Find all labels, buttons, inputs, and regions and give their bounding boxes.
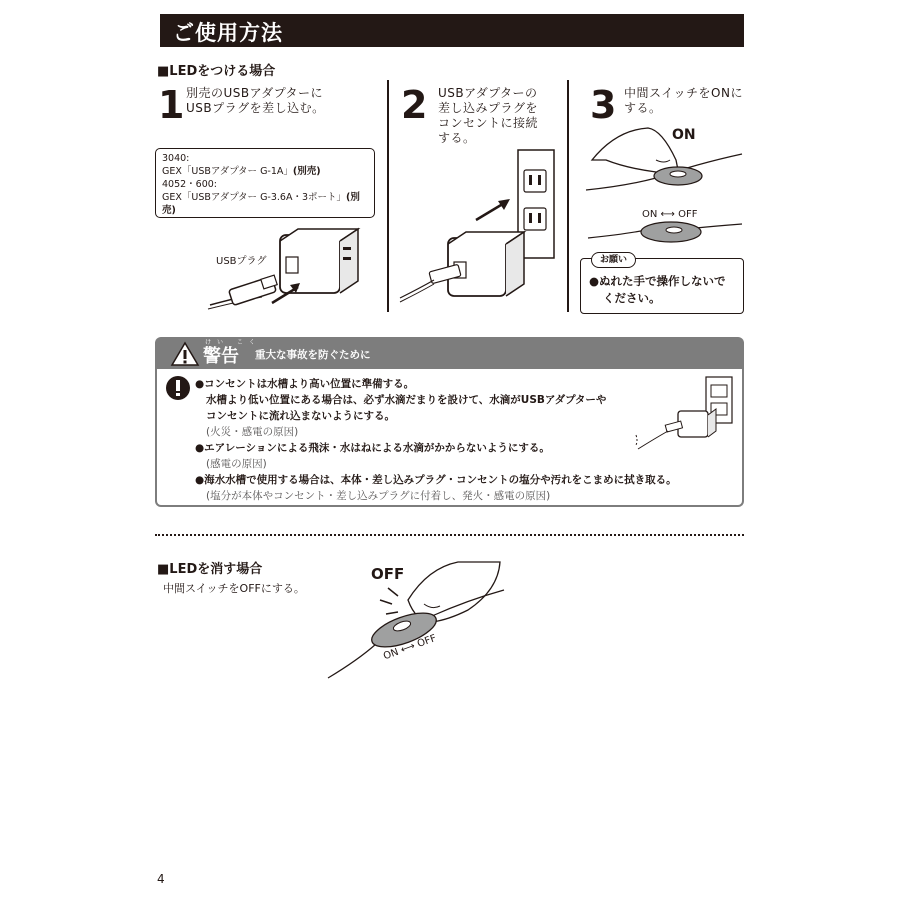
warning-header: [155, 337, 744, 369]
off-text: OFF: [678, 209, 698, 220]
note-box: [580, 255, 744, 314]
step-2-line: 差し込みプラグを: [438, 101, 539, 115]
on-label: ON: [672, 127, 696, 143]
step-2-line: する。: [438, 131, 476, 145]
step-1-line: USBプラグを差し込む。: [186, 101, 325, 115]
step-1-text: [186, 86, 325, 116]
adapter-model-1: 3040:: [162, 153, 190, 164]
warning-line: (感電の原因): [206, 458, 267, 470]
warning-line: コンセントに流れ込まないようにする。: [206, 410, 395, 422]
step-3-line: する。: [624, 101, 662, 115]
warning-line: ●海水水槽で使用する場合は、本体・差し込みプラグ・コンセントの塩分や汚れをこまめに拭き取る。: [195, 474, 677, 486]
switch-on-illustration: [586, 120, 746, 250]
step-3-number: 3: [590, 83, 617, 127]
switch-off-illustration: [328, 560, 508, 690]
double-arrow-icon: ⟷: [660, 209, 675, 220]
section-heading-off: ■LEDを消す場合: [157, 562, 263, 577]
adapter-info-box: [155, 148, 375, 218]
off-instruction: 中間スイッチをOFFにする。: [163, 582, 305, 595]
outlet-warning-illustration: [634, 375, 734, 455]
warning-title: 警告: [203, 346, 239, 367]
step-1-number: 1: [158, 83, 185, 127]
off-label: OFF: [371, 565, 405, 583]
page-title-bar: [155, 14, 744, 47]
adapter-name-1: GEX「USBアダプター G-1A」(別売): [162, 166, 321, 177]
adapter-name-2: GEX「USBアダプター G-3.6A・3ポート」(別売): [162, 192, 360, 216]
warning-ruby: けい こく: [205, 339, 261, 346]
warning-line: 水槽より低い位置にある場合は、必ず水滴だまりを設けて、水滴がUSBアダプターや: [206, 394, 607, 406]
warning-list: [195, 376, 677, 504]
step-3-text: [624, 86, 743, 116]
on-text: ON: [642, 209, 658, 220]
on-text: ON: [382, 646, 401, 663]
step-2-line: USBアダプターの: [438, 86, 538, 100]
note-tag: お願い: [591, 252, 636, 268]
section-heading-on: ■LEDをつける場合: [157, 64, 276, 79]
step-3-line: 中間スイッチをONに: [624, 86, 743, 100]
page-number: 4: [157, 872, 165, 886]
adapter-model-2: 4052・600:: [162, 179, 218, 190]
note-line: ●ぬれた手で操作しないで: [589, 274, 726, 288]
warning-triangle-icon: [171, 342, 199, 366]
on-off-direction: [642, 209, 697, 220]
off-text: OFF: [415, 633, 438, 650]
step-divider: [387, 80, 389, 312]
warning-line: ●コンセントは水槽より高い位置に準備する。: [195, 378, 415, 390]
exclamation-icon: [165, 375, 191, 401]
note-text: [589, 273, 726, 307]
warning-subtitle: 重大な事故を防ぐために: [255, 349, 371, 361]
warning-line: ●エアレーションによる飛沫・水はねによる水滴がかからないようにする。: [195, 442, 550, 454]
step-2-text: [438, 86, 538, 146]
step-2-line: コンセントに接続: [438, 116, 539, 130]
page-title: ご使用方法: [173, 21, 283, 45]
warning-line: (火災・感電の原因): [206, 426, 299, 438]
step-divider: [567, 80, 569, 312]
warning-line: (塩分が本体やコンセント・差し込みプラグに付着し、発火・感電の原因): [206, 490, 551, 502]
step-2-number: 2: [401, 83, 428, 127]
section-divider: [155, 534, 744, 536]
wall-outlet-illustration: [400, 148, 560, 308]
usb-plug-label: USBプラグ: [216, 256, 267, 267]
step-1-line: 別売のUSBアダプターに: [186, 86, 323, 100]
usb-adapter-illustration: [200, 225, 380, 315]
note-line: ください。: [603, 291, 661, 305]
double-arrow-icon: ⟷: [399, 640, 417, 656]
